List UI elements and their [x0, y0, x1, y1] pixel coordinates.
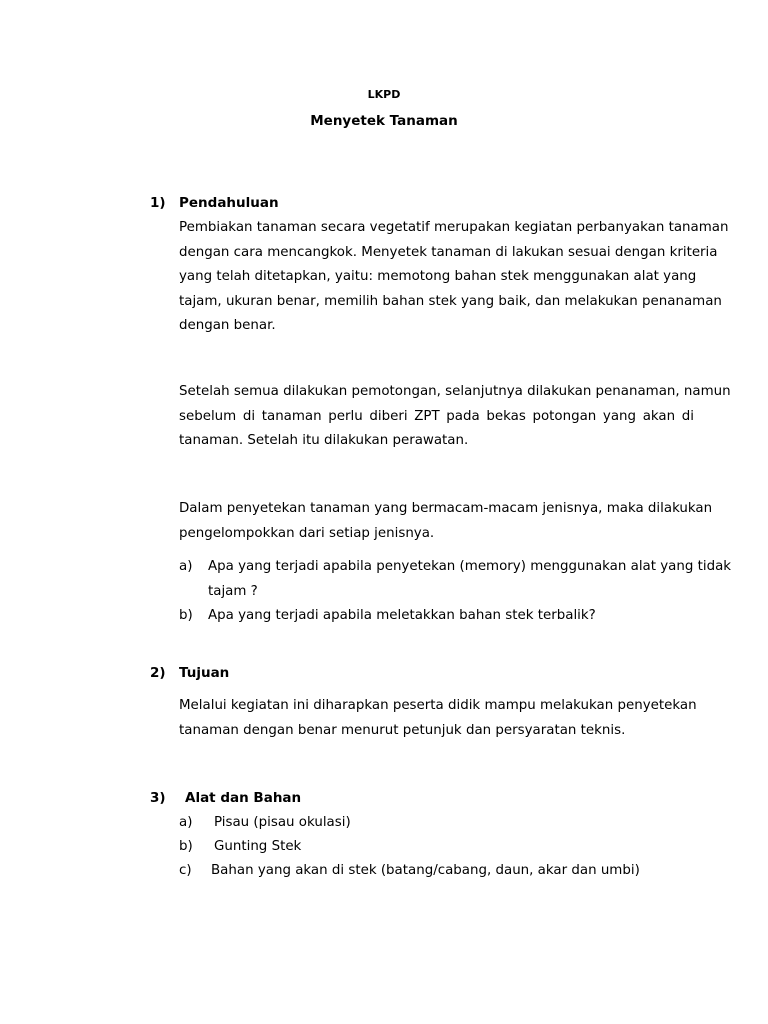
section-1-title: Pendahuluan [179, 195, 279, 211]
question-a-text [208, 555, 732, 604]
section-3-number: 3) [150, 790, 166, 806]
material-a-letter: a) [179, 815, 193, 830]
paragraph-line: tajam ? [208, 583, 258, 599]
question-b-letter: b) [179, 608, 193, 623]
paragraph-line: Setelah semua dilakukan pemotongan, selanjutnya dilakukan penanaman, namun [179, 384, 731, 399]
section-1-paragraph-2 [179, 380, 731, 454]
paragraph-line: tajam, ukuran benar, memilih bahan stek yang baik, dan melakukan penanaman [179, 293, 722, 309]
paragraph-line: Melalui kegiatan ini diharapkan peserta didik mampu melakukan penyetekan [179, 698, 697, 713]
paragraph-line: tanaman dengan benar menurut petunjuk dan persyaratan teknis. [179, 722, 626, 738]
question-a-letter: a) [179, 559, 193, 574]
paragraph-line: tanaman. Setelah itu dilakukan perawatan. [179, 433, 469, 448]
material-c-text: Bahan yang akan di stek (batang/cabang, daun, akar dan umbi) [211, 863, 640, 878]
paragraph-line: Pembiakan tanaman secara vegetatif merupakan kegiatan perbanyakan tanaman [179, 220, 729, 235]
section-3-title: Alat dan Bahan [185, 790, 302, 806]
material-b-text: Gunting Stek [214, 839, 302, 854]
paragraph-line: pengelompokkan dari setiap jenisnya. [179, 525, 435, 541]
section-2-number: 2) [150, 665, 166, 681]
paragraph-line: dengan cara mencangkok. Menyetek tanaman di lakukan sesuai dengan kriteria [179, 244, 718, 260]
section-1-number: 1) [150, 195, 166, 211]
paragraph-line: sebelum di tanaman perlu diberi ZPT pada bekas potongan yang akan di [179, 408, 694, 424]
question-b-text: Apa yang terjadi apabila meletakkan bahan stek terbalik? [208, 608, 596, 623]
section-2-title: Tujuan [179, 665, 230, 681]
paragraph-line: yang telah ditetapkan, yaitu: memotong bahan stek menggunakan alat yang [179, 269, 697, 284]
document-title: Menyetek Tanaman [310, 113, 458, 129]
material-c-letter: c) [179, 863, 192, 878]
document-label: LKPD [367, 88, 401, 101]
paragraph-line: dengan benar. [179, 318, 276, 333]
section-2-paragraph [179, 694, 697, 743]
section-1-paragraph-3 [179, 497, 713, 546]
material-a-text: Pisau (pisau okulasi) [214, 815, 351, 830]
paragraph-line: Apa yang terjadi apabila penyetekan (memory) menggunakan alat yang tidak [208, 559, 732, 574]
section-1-paragraph-1 [179, 216, 729, 339]
paragraph-line: Dalam penyetekan tanaman yang bermacam-macam jenisnya, maka dilakukan [179, 501, 713, 516]
material-b-letter: b) [179, 839, 193, 854]
